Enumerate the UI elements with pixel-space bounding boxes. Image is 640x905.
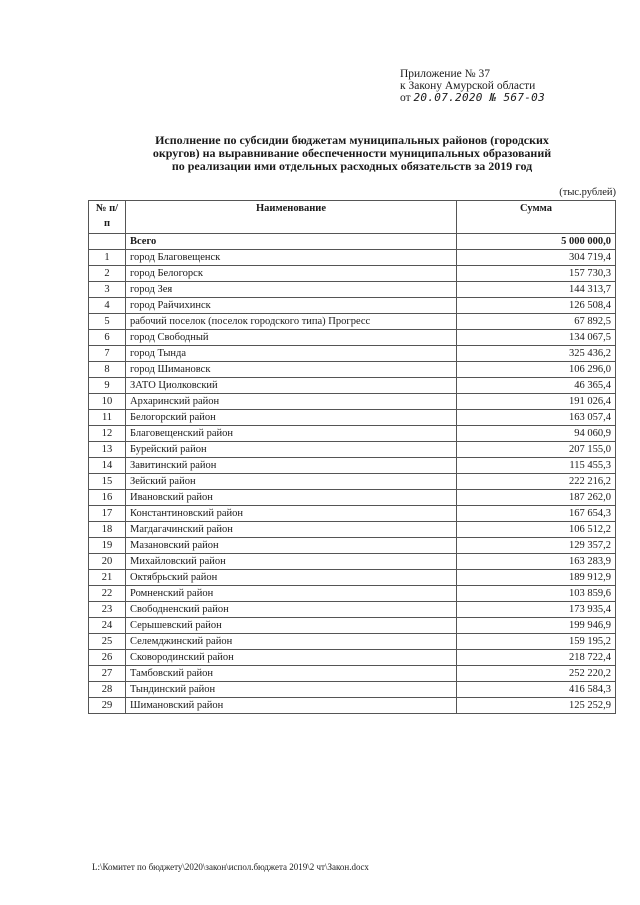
row-sum: 173 935,4	[457, 602, 616, 618]
row-name: город Свободный	[126, 330, 457, 346]
table-row	[89, 298, 616, 314]
subsidy-table	[88, 200, 616, 714]
row-sum: 106 512,2	[457, 522, 616, 538]
row-sum: 207 155,0	[457, 442, 616, 458]
row-sum: 125 252,9	[457, 698, 616, 714]
appendix-header	[400, 68, 600, 104]
row-sum: 94 060,9	[457, 426, 616, 442]
row-num: 13	[89, 442, 126, 458]
row-num: 12	[89, 426, 126, 442]
table-row	[89, 570, 616, 586]
row-name: Ивановский район	[126, 490, 457, 506]
row-num: 23	[89, 602, 126, 618]
row-name: город Благовещенск	[126, 250, 457, 266]
table-row	[89, 394, 616, 410]
row-sum: 115 455,3	[457, 458, 616, 474]
row-num: 29	[89, 698, 126, 714]
row-num: 18	[89, 522, 126, 538]
row-num: 10	[89, 394, 126, 410]
row-sum: 167 654,3	[457, 506, 616, 522]
table-row	[89, 538, 616, 554]
row-sum: 126 508,4	[457, 298, 616, 314]
header-name: Наименование	[126, 201, 457, 234]
row-name: Завитинский район	[126, 458, 457, 474]
title-line-2: округов) на выравнивание обеспеченности муниципальных образований	[152, 146, 552, 160]
row-num: 4	[89, 298, 126, 314]
row-name: Тамбовский район	[126, 666, 457, 682]
table-row	[89, 506, 616, 522]
row-num: 11	[89, 410, 126, 426]
handwritten-date-number: 20.07.2020 № 567-03	[413, 91, 546, 104]
row-name: Зейский район	[126, 474, 457, 490]
table-row	[89, 618, 616, 634]
units-label: (тыс.рублей)	[559, 187, 616, 198]
row-name: Сковородинский район	[126, 650, 457, 666]
total-num	[89, 234, 126, 250]
table-row	[89, 426, 616, 442]
row-num: 26	[89, 650, 126, 666]
table-row	[89, 346, 616, 362]
row-num: 22	[89, 586, 126, 602]
table-row	[89, 522, 616, 538]
row-sum: 129 357,2	[457, 538, 616, 554]
row-name: Ромненский район	[126, 586, 457, 602]
row-sum: 103 859,6	[457, 586, 616, 602]
row-num: 16	[89, 490, 126, 506]
row-sum: 144 313,7	[457, 282, 616, 298]
row-num: 28	[89, 682, 126, 698]
row-name: город Белогорск	[126, 266, 457, 282]
row-name: Мазановский район	[126, 538, 457, 554]
table-row	[89, 282, 616, 298]
row-name: город Шимановск	[126, 362, 457, 378]
row-name: Константиновский район	[126, 506, 457, 522]
row-sum: 134 067,5	[457, 330, 616, 346]
row-name: Свободненский район	[126, 602, 457, 618]
row-sum: 222 216,2	[457, 474, 616, 490]
row-name: Октябрьский район	[126, 570, 457, 586]
row-sum: 157 730,3	[457, 266, 616, 282]
row-num: 15	[89, 474, 126, 490]
table-row	[89, 586, 616, 602]
table-row	[89, 330, 616, 346]
row-name: Серышевский район	[126, 618, 457, 634]
table-row	[89, 474, 616, 490]
row-name: Белогорский район	[126, 410, 457, 426]
row-num: 6	[89, 330, 126, 346]
table-row	[89, 666, 616, 682]
row-num: 20	[89, 554, 126, 570]
row-num: 14	[89, 458, 126, 474]
row-num: 7	[89, 346, 126, 362]
table-row	[89, 650, 616, 666]
row-sum: 199 946,9	[457, 618, 616, 634]
title-line-1: Исполнение по субсидии бюджетам муниципальных районов (городских	[155, 133, 549, 147]
row-sum: 191 026,4	[457, 394, 616, 410]
row-name: Магдагачинский район	[126, 522, 457, 538]
row-name: рабочий поселок (поселок городского типа) Прогресс	[126, 314, 457, 330]
row-num: 25	[89, 634, 126, 650]
row-num: 3	[89, 282, 126, 298]
header-sum: Сумма	[457, 201, 616, 234]
table-row	[89, 442, 616, 458]
row-sum: 304 719,4	[457, 250, 616, 266]
row-name: город Зея	[126, 282, 457, 298]
total-label: Всего	[126, 234, 457, 250]
row-sum: 163 283,9	[457, 554, 616, 570]
table-row	[89, 682, 616, 698]
row-sum: 163 057,4	[457, 410, 616, 426]
row-num: 9	[89, 378, 126, 394]
row-sum: 106 296,0	[457, 362, 616, 378]
row-num: 24	[89, 618, 126, 634]
row-sum: 67 892,5	[457, 314, 616, 330]
row-sum: 46 365,4	[457, 378, 616, 394]
table-row	[89, 554, 616, 570]
header-num: № п/п	[89, 201, 126, 234]
row-sum: 218 722,4	[457, 650, 616, 666]
row-num: 1	[89, 250, 126, 266]
total-row	[89, 234, 616, 250]
row-sum: 416 584,3	[457, 682, 616, 698]
table-row	[89, 490, 616, 506]
total-value: 5 000 000,0	[457, 234, 616, 250]
row-name: Бурейский район	[126, 442, 457, 458]
row-sum: 187 262,0	[457, 490, 616, 506]
row-name: Селемджинский район	[126, 634, 457, 650]
row-sum: 159 195,2	[457, 634, 616, 650]
appendix-number: Приложение № 37	[400, 68, 490, 80]
row-name: Шимановский район	[126, 698, 457, 714]
row-sum: 252 220,2	[457, 666, 616, 682]
title-line-3: по реализации ими отдельных расходных обязательств за 2019 год	[171, 159, 533, 173]
row-num: 2	[89, 266, 126, 282]
row-name: Благовещенский район	[126, 426, 457, 442]
law-reference: к Закону Амурской области	[400, 80, 536, 92]
table-row	[89, 458, 616, 474]
row-sum: 189 912,9	[457, 570, 616, 586]
table-row	[89, 378, 616, 394]
row-num: 17	[89, 506, 126, 522]
document-title	[92, 134, 612, 173]
table-row	[89, 266, 616, 282]
row-name: Тындинский район	[126, 682, 457, 698]
row-sum: 325 436,2	[457, 346, 616, 362]
table-row	[89, 410, 616, 426]
table-header-row	[89, 201, 616, 234]
row-num: 8	[89, 362, 126, 378]
row-num: 21	[89, 570, 126, 586]
row-name: Архаринский район	[126, 394, 457, 410]
table-row	[89, 602, 616, 618]
row-name: ЗАТО Циолковский	[126, 378, 457, 394]
row-name: город Райчихинск	[126, 298, 457, 314]
row-num: 19	[89, 538, 126, 554]
table-row	[89, 362, 616, 378]
table-row	[89, 250, 616, 266]
table-row	[89, 698, 616, 714]
row-name: Михайловский район	[126, 554, 457, 570]
row-num: 27	[89, 666, 126, 682]
file-path-footer: L:\Комитет по бюджету\2020\закон\испол.бюджета 2019\2 чт\Закон.docx	[92, 862, 369, 872]
row-name: город Тында	[126, 346, 457, 362]
table-row	[89, 314, 616, 330]
row-num: 5	[89, 314, 126, 330]
date-prefix: от	[400, 92, 411, 104]
table-row	[89, 634, 616, 650]
law-date-line	[400, 92, 600, 104]
